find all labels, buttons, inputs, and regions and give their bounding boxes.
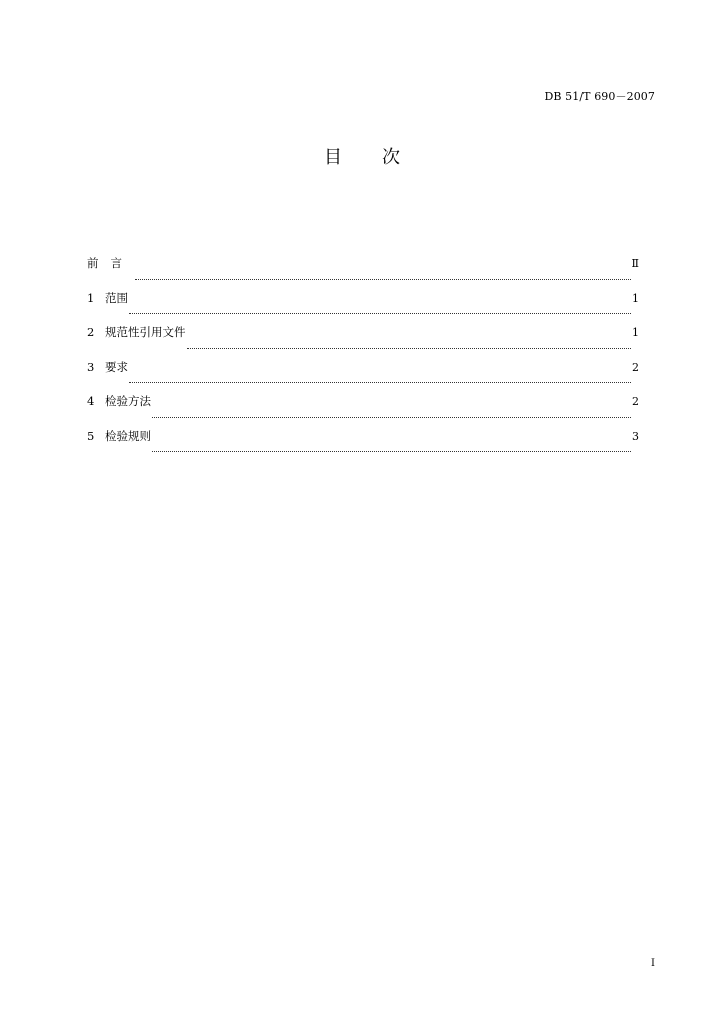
toc-entry-requirements[interactable] <box>87 358 639 393</box>
toc-leader-dots <box>135 279 631 280</box>
toc-leader-dots <box>129 382 631 383</box>
toc-leader-dots <box>129 313 631 314</box>
toc-entry-label: 规范性引用文件 <box>105 325 186 339</box>
toc-entry-page: 2 <box>632 395 639 408</box>
toc-entry-page: 3 <box>632 429 639 443</box>
toc-leader-dots <box>152 451 631 452</box>
toc-entry-label: 要求 <box>105 359 128 374</box>
toc-entry-number: 1 <box>87 290 95 305</box>
toc-entry-scope[interactable] <box>87 289 639 324</box>
standard-code: DB 51/T 690－2007 <box>544 90 655 103</box>
toc-entry-page: 1 <box>632 326 639 339</box>
title-char-1: 目 <box>324 147 342 168</box>
table-of-contents <box>87 254 639 461</box>
toc-entry-foreword[interactable] <box>87 254 639 289</box>
toc-entry-label: 范围 <box>105 290 128 305</box>
toc-entry-page: 1 <box>632 291 639 305</box>
toc-entry-label: 检验方法 <box>105 394 151 408</box>
toc-entry-label: 检验规则 <box>105 428 151 443</box>
toc-entry-number: 5 <box>87 428 95 443</box>
toc-entry-inspection-rules[interactable] <box>87 427 639 462</box>
toc-entry-number: 3 <box>87 359 95 374</box>
toc-entry-label: 前言 <box>87 256 134 270</box>
toc-entry-number: 4 <box>87 394 95 408</box>
toc-leader-dots <box>152 417 631 418</box>
toc-leader-dots <box>187 348 632 349</box>
page-number: I <box>651 958 655 969</box>
toc-entry-test-methods[interactable] <box>87 392 639 427</box>
toc-entry-page: Ⅱ <box>631 257 639 270</box>
toc-entry-normative-references[interactable] <box>87 323 639 358</box>
toc-entry-page: 2 <box>632 360 639 374</box>
toc-entry-number: 2 <box>87 325 95 339</box>
page-title <box>0 143 724 169</box>
title-char-2: 次 <box>382 147 400 168</box>
